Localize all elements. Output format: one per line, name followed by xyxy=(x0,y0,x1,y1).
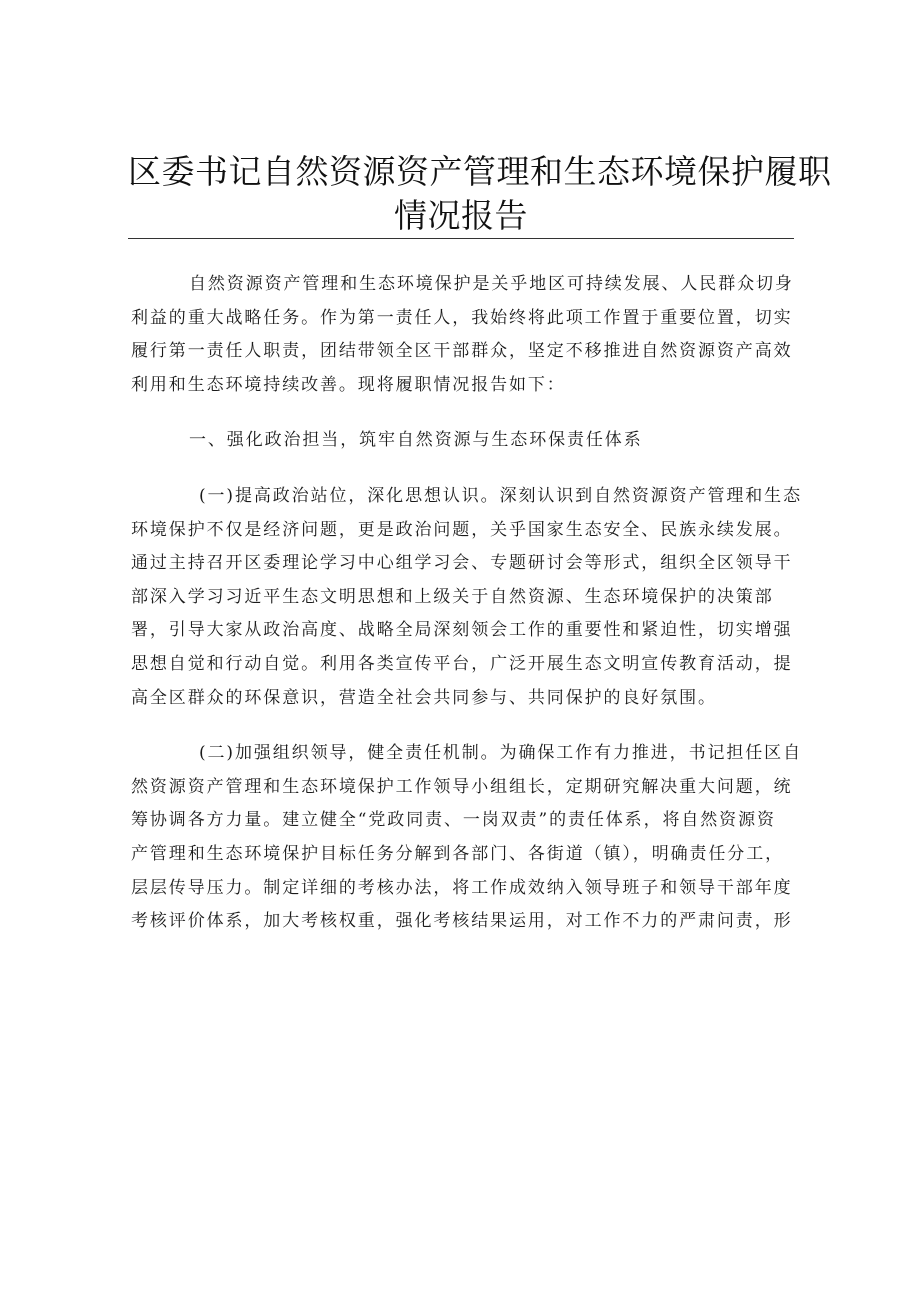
intro-paragraph xyxy=(131,268,794,402)
paragraph-line: 署，引导大家从政治高度、战略全局深刻领会工作的重要性和紧迫性，切实增强 xyxy=(131,620,793,641)
paragraph-line: 环境保护不仅是经济问题，更是政治问题，关乎国家生态安全、民族永续发展。 xyxy=(131,519,793,540)
paragraph-line: 履行第一责任人职责，团结带领全区干部群众，坚定不移推进自然资源资产高效 xyxy=(131,341,793,362)
section-1-heading: 一、强化政治担当，筑牢自然资源与生态环保责任体系 xyxy=(189,430,643,451)
paragraph-1 xyxy=(131,480,802,715)
paragraph-line: 产管理和生态环境保护目标任务分解到各部门、各街道（镇），明确责任分工， xyxy=(131,843,784,864)
paragraph-line: 自然资源资产管理和生态环境保护是关乎地区可持续发展、人民群众切身 xyxy=(189,274,794,294)
paragraph-line: (二)加强组织领导，健全责任机制。为确保工作有力推进，书记担任区自 xyxy=(199,743,802,764)
paragraph-line: 部深入学习习近平生态文明思想和上级关于自然资源、生态环境保护的决策部 xyxy=(131,586,774,607)
paragraph-line: 筹协调各方力量。建立健全“党政同责、一岗双责”的责任体系，将自然资源资 xyxy=(131,810,776,831)
paragraph-line: 思想自觉和行动自觉。利用各类宣传平台，广泛开展生态文明宣传教育活动，提 xyxy=(131,653,793,674)
paragraph-line: 通过主持召开区委理论学习中心组学习会、专题研讨会等形式，组织全区领导干 xyxy=(131,553,793,574)
paragraph-line: 考核评价体系，加大考核权重，强化考核结果运用，对工作不力的严肃问责，形 xyxy=(131,911,793,932)
section-heading xyxy=(131,424,791,458)
paragraph-2 xyxy=(131,737,802,939)
title-line-2: 情况报告 xyxy=(394,196,528,235)
paragraph-line: 利用和生态环境持续改善。现将履职情况报告如下： xyxy=(131,374,566,395)
paragraph-line: 利益的重大战略任务。作为第一责任人，我始终将此项工作置于重要位置，切实 xyxy=(131,307,793,328)
paragraph-line: 层层传导压力。制定详细的考核办法，将工作成效纳入领导班子和领导干部年度 xyxy=(131,877,793,898)
title-line-1: 区委书记自然资源资产管理和生态环境保护履职 xyxy=(128,152,832,191)
paragraph-line: (一)提高政治站位，深化思想认识。深刻认识到自然资源资产管理和生态 xyxy=(199,485,802,506)
document-title xyxy=(128,150,832,238)
document-body xyxy=(131,268,802,939)
title-divider xyxy=(128,238,794,239)
paragraph-line: 然资源资产管理和生态环境保护工作领导小组组长，定期研究解决重大问题，统 xyxy=(131,776,793,797)
paragraph-line: 高全区群众的环保意识，营造全社会共同参与、共同保护的良好氛围。 xyxy=(131,687,717,708)
